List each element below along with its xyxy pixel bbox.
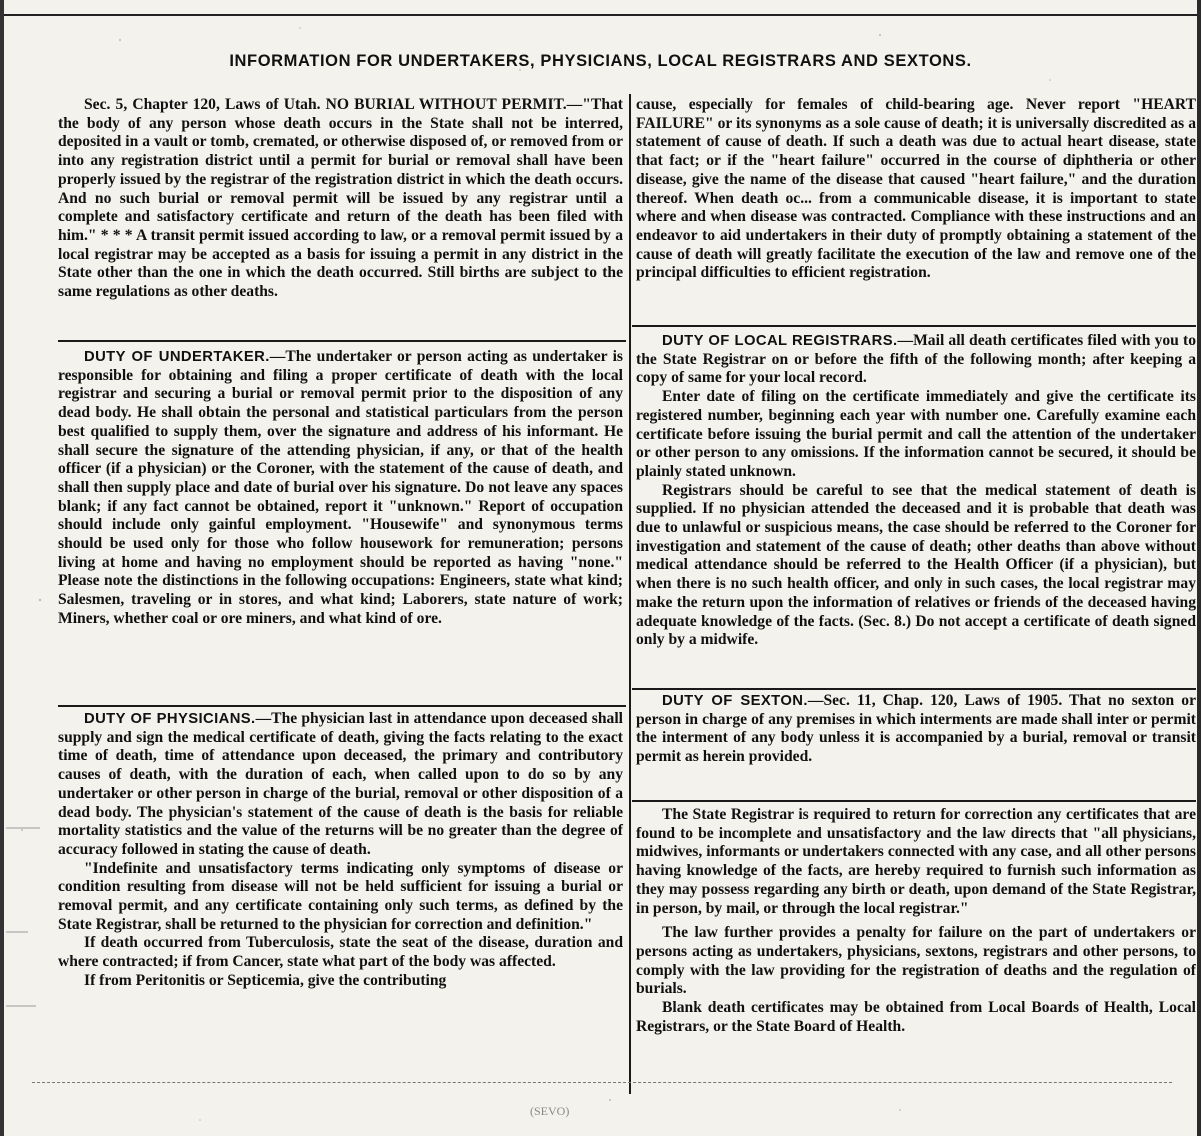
left-border <box>0 0 4 1136</box>
paragraph: Enter date of filing on the certificate immediately and give the certificate its registered number, beginning each year with number one. Carefully examine each certificate before issuing the burial permit and call the attention of the undertaker or other person to any omissions. If the information cannot be secured, it should be plainly stated unknown. <box>636 388 1196 480</box>
page-mark: (SEVO) <box>530 1104 570 1118</box>
section-body: —The undertaker or person acting as undertaker is responsible for obtaining and filing a proper certificate of death with the local registrar and securing a burial or removal permit prior to the disposition of any dead body. He shall obtain the personal and statistical particulars from the person best qualified to supply them, over the signature and address of his informant. He shall secure the signature of the attending physician, if any, or that of the health officer (if a physician) or the Coroner, with the statement of the cause of death, and shall then supply place and date of burial over his signature. Do not leave any spaces blank; if any fact cannot be obtained, report it "unknown." Report of occupation should include only gainful employment. "Housewife" and synonymous terms should be used only for those who follow housework for remuneration; persons living at home and having no employment should be reported as having "none." Please note the distinctions in the following occupations: Engineers, state what kind; Salesmen, traveling or in stores, and what kind; Laborers, state nature of work; Miners, whether coal or ore miners, and what kind of ore. <box>58 348 623 627</box>
page-title: INFORMATION FOR UNDERTAKERS, PHYSICIANS, LOCAL REGISTRARS AND SEXTONS. <box>229 52 972 70</box>
paragraph: If from Peritonitis or Septicemia, give the contributing <box>84 971 447 989</box>
section-burial-permit <box>58 96 623 306</box>
section-heading: DUTY OF SEXTON. <box>662 693 808 709</box>
section-duty-undertaker <box>58 348 623 629</box>
section-cause-continued <box>636 96 1196 283</box>
right-border <box>1197 0 1201 1136</box>
section-lead: Sec. 5, Chapter 120, Laws of Utah. NO BURIAL WITHOUT PERMIT. <box>84 96 567 113</box>
section-heading: DUTY OF LOCAL REGISTRARS. <box>662 333 898 349</box>
section-state-registrar <box>636 806 1196 1036</box>
bottom-rule <box>32 1082 1172 1084</box>
paragraph: "Indefinite and unsatisfactory terms indicating only symptoms of disease or condition resulting from disease will not be held sufficient for issuing a burial or removal permit, and any certificate containing only such terms, as defined by the State Registrar, shall be returned to the physician for correction and definition." <box>58 859 623 933</box>
paragraph: The law further provides a penalty for failure on the part of undertakers or persons acting as undertakers, physicians, sextons, registrars and other persons, to comply with the law providing for the registration of deaths and the regulation of burials. <box>636 924 1196 998</box>
section-body: —The physician last in attendance upon deceased shall supply and sign the medical certificate of death, giving the facts relating to the exact time of death, time of attendance upon deceased, the primary and contributory causes of death, with the duration of each, when called upon to do so by any undertaker or other person in charge of the burial, removal or other disposition of a dead body. The physician's statement of the cause of death is the basis for reliable mortality statistics and the value of the returns will be no greater than the degree of accuracy followed in stating the cause of death. <box>58 710 624 858</box>
section-divider <box>632 325 1196 327</box>
section-body: —"That the body of any person whose death occurs in the State shall not be interred, deposited in a vault or tomb, cremated, or otherwise disposed of, or removed from or into any registration district until a permit for burial or removal shall have been properly issued by the registrar of the registration district in which the death occurs. And no such burial or removal permit will be issued by any registrar until a complete and satisfactory certificate and return of the death has been filed with him." * * * A transit permit issued according to law, or a removal permit issued by a local registrar may be accepted as a basis for issuing a permit in any district in the State other than the one in which the death occurred. Still births are subject to the same regulations as other deaths. <box>58 96 623 301</box>
paragraph: cause, especially for females of child-bearing age. Never report "HEART FAILURE" or its synonyms as a sole cause of death; it is universally discredited as a statement of cause of death. If such a death was due to actual heart disease, state that fact; or if the "heart failure" occurred in the course of diphtheria or other disease, give the name of the disease that caused "heart failure," and the duration thereof. When death oc... from a communicable disease, it is important to state where and when disease was contracted. Compliance with these instructions and an endeavor to aid undertakers in their duty of promptly obtaining a statement of the cause of death will greatly facilitate the execution of the law and remove one of the principal difficulties to efficient registration. <box>636 96 1196 282</box>
section-heading: DUTY OF UNDERTAKER. <box>84 349 270 365</box>
section-divider <box>632 688 1196 690</box>
top-border <box>0 14 1201 16</box>
section-duty-physicians <box>58 710 623 991</box>
paragraph: The State Registrar is required to return for correction any certificates that are found to be incomplete and unsatisfactory and the law directs that "all physicians, midwives, informants or undertakers connected with any case, and all other persons having knowledge of the facts, are hereby required to furnish such information as they may possess regarding any birth or death, upon demand of the State Registrar, in person, by mail, or through the local registrar." <box>636 806 1196 917</box>
section-duty-local-registrars <box>636 332 1196 650</box>
paragraph: Registrars should be careful to see that the medical statement of death is supplied. If no physician attended the deceased and it is probable that death was due to unlawful or suspicious means, the case should be referred to the Coroner for investigation and statement of the cause of death; other deaths than above without medical attendance should be referred to the Health Officer (if a physician), but when there is no such health officer, and only in such cases, the local registrar may make the return upon the information of relatives or friends of the deceased having adequate knowledge of the facts. (Sec. 8.) Do not accept a certificate of death signed only by a midwife. <box>636 481 1196 649</box>
section-body: —Sec. 11, Chap. 120, Laws of 1905. That no sexton or person in charge of any premises in which interments are made shall inter or permit the interment of any body unless it is accompanied by a burial, removal or transit permit as herein provided. <box>636 692 1196 766</box>
section-duty-sexton <box>636 692 1196 767</box>
paragraph: Blank death certificates may be obtained from Local Boards of Health, Local Registrars, or the State Board of Health. <box>636 999 1196 1035</box>
section-body: —Mail all death certificates filed with you to the State Registrar on or before the fifth of the following month; after keeping a copy of same for your local record. <box>636 332 1196 387</box>
section-divider <box>58 705 626 707</box>
section-divider <box>58 340 626 342</box>
section-heading: DUTY OF PHYSICIANS. <box>84 711 256 727</box>
paragraph: If death occurred from Tuberculosis, state the seat of the disease, duration and where contracted; if from Cancer, state what part of the body was affected. <box>58 934 623 971</box>
column-divider <box>629 94 631 1094</box>
section-divider <box>632 800 1196 802</box>
